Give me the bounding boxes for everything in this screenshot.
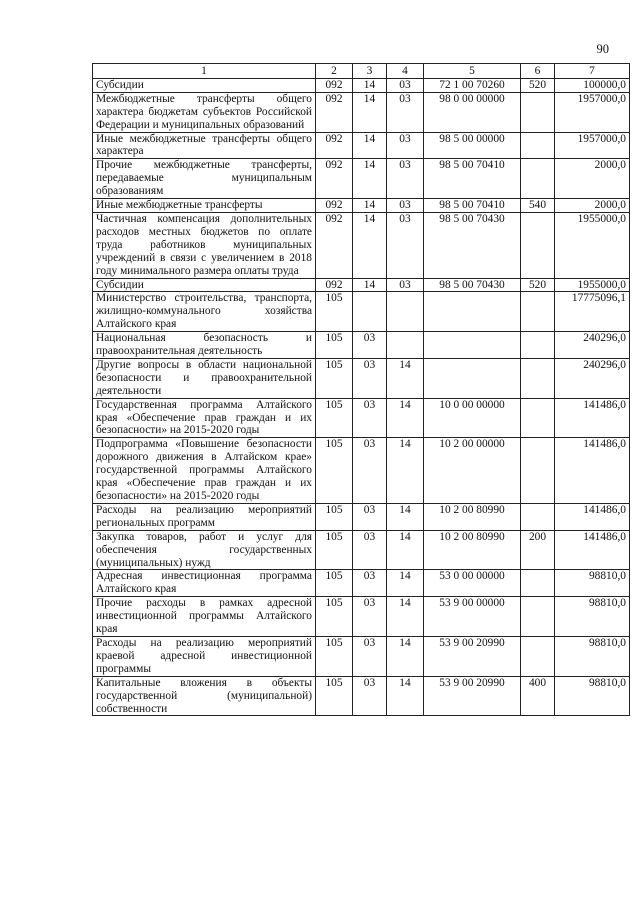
sum-cell: 141486,0 [555,398,630,438]
budget-table [92,63,630,716]
section-cell: 14 [353,212,387,278]
admin-code-cell: 105 [316,398,353,438]
sum-cell: 141486,0 [555,530,630,570]
header-row [93,64,630,79]
subsection-cell: 03 [387,92,424,132]
name-cell: Иные межбюджетные трансферты общего характера [93,132,316,159]
sum-cell: 98810,0 [555,636,630,676]
table-row [93,332,630,359]
section-cell: 14 [353,92,387,132]
subsection-cell: 14 [387,503,424,530]
section-cell: 03 [353,398,387,438]
section-cell: 03 [353,358,387,398]
expense-type-cell [521,159,555,199]
section-cell: 03 [353,570,387,597]
section-cell: 03 [353,597,387,637]
expense-type-cell [521,438,555,504]
sum-cell: 141486,0 [555,438,630,504]
target-article-cell: 72 1 00 70260 [424,78,521,92]
section-cell: 03 [353,438,387,504]
admin-code-cell: 105 [316,597,353,637]
section-cell: 03 [353,636,387,676]
subsection-cell: 14 [387,530,424,570]
name-cell: Субсидии [93,78,316,92]
section-cell: 03 [353,676,387,716]
col-subsection-header: 4 [387,64,424,79]
admin-code-cell: 092 [316,159,353,199]
admin-code-cell: 092 [316,199,353,213]
subsection-cell: 03 [387,199,424,213]
name-cell: Государственная программа Алтайского края «Обеспечение прав граждан и их безопасности» на 2015-2020 годы [93,398,316,438]
admin-code-cell: 105 [316,676,353,716]
section-cell: 03 [353,530,387,570]
subsection-cell: 14 [387,570,424,597]
sum-cell: 98810,0 [555,570,630,597]
subsection-cell: 03 [387,212,424,278]
section-cell: 14 [353,199,387,213]
name-cell: Субсидии [93,278,316,292]
sum-cell: 1955000,0 [555,212,630,278]
table-row [93,78,630,92]
expense-type-cell [521,358,555,398]
name-cell: Расходы на реализацию мероприятий региональных программ [93,503,316,530]
target-article-cell: 10 2 00 80990 [424,503,521,530]
admin-code-cell: 092 [316,78,353,92]
col-admin-header: 2 [316,64,353,79]
target-article-cell [424,332,521,359]
admin-code-cell: 105 [316,530,353,570]
subsection-cell: 03 [387,78,424,92]
expense-type-cell: 540 [521,199,555,213]
target-article-cell [424,358,521,398]
subsection-cell [387,292,424,332]
table-row [93,597,630,637]
name-cell: Прочие расходы в рамках адресной инвестиционной программы Алтайского края [93,597,316,637]
name-cell: Министерство строительства, транспорта, жилищно-коммунального хозяйства Алтайского края [93,292,316,332]
admin-code-cell: 105 [316,636,353,676]
section-cell: 03 [353,503,387,530]
target-article-cell: 10 0 00 00000 [424,398,521,438]
name-cell: Иные межбюджетные трансферты [93,199,316,213]
target-article-cell: 53 9 00 00000 [424,597,521,637]
table-row [93,278,630,292]
col-section-header: 3 [353,64,387,79]
target-article-cell: 53 0 00 00000 [424,570,521,597]
subsection-cell: 03 [387,159,424,199]
section-cell: 14 [353,132,387,159]
table-header [93,64,630,79]
target-article-cell [424,292,521,332]
name-cell: Частичная компенсация дополнительных расходов местных бюджетов по оплате труда работников муниципальных учреждений в связи с увеличением в 2018 году минимального размера оплаты труда [93,212,316,278]
expense-type-cell [521,292,555,332]
subsection-cell: 03 [387,132,424,159]
subsection-cell: 14 [387,438,424,504]
sum-cell: 141486,0 [555,503,630,530]
target-article-cell: 10 2 00 80990 [424,530,521,570]
target-article-cell: 98 5 00 70410 [424,199,521,213]
sum-cell: 2000,0 [555,199,630,213]
name-cell: Адресная инвестиционная программа Алтайского края [93,570,316,597]
expense-type-cell [521,636,555,676]
expense-type-cell [521,503,555,530]
target-article-cell: 98 5 00 70410 [424,159,521,199]
subsection-cell: 14 [387,358,424,398]
name-cell: Прочие межбюджетные трансферты, передаваемые муниципальным образованиям [93,159,316,199]
col-target-article-header: 5 [424,64,521,79]
admin-code-cell: 105 [316,358,353,398]
section-cell: 14 [353,159,387,199]
name-cell: Подпрограмма «Повышение безопасности дорожного движения в Алтайском крае» государственной программы Алтайского края «Обеспечение прав граждан и их безопасности» на 2015-2020 годы [93,438,316,504]
admin-code-cell: 105 [316,503,353,530]
subsection-cell: 14 [387,597,424,637]
expense-type-cell [521,597,555,637]
section-cell: 14 [353,78,387,92]
expense-type-cell: 200 [521,530,555,570]
admin-code-cell: 105 [316,292,353,332]
target-article-cell: 10 2 00 00000 [424,438,521,504]
table-row [93,636,630,676]
target-article-cell: 98 5 00 70430 [424,278,521,292]
name-cell: Межбюджетные трансферты общего характера бюджетам субъектов Российской Федерации и муниципальных образований [93,92,316,132]
section-cell: 14 [353,278,387,292]
sum-cell: 1957000,0 [555,92,630,132]
subsection-cell: 03 [387,278,424,292]
table-row [93,570,630,597]
subsection-cell: 14 [387,636,424,676]
expense-type-cell: 520 [521,278,555,292]
table-row [93,503,630,530]
subsection-cell: 14 [387,676,424,716]
target-article-cell: 53 9 00 20990 [424,636,521,676]
target-article-cell: 98 0 00 00000 [424,92,521,132]
name-cell: Капитальные вложения в объекты государственной (муниципальной) собственности [93,676,316,716]
subsection-cell: 14 [387,398,424,438]
admin-code-cell: 105 [316,438,353,504]
target-article-cell: 98 5 00 00000 [424,132,521,159]
section-cell [353,292,387,332]
col-expense-type-header: 6 [521,64,555,79]
sum-cell: 100000,0 [555,78,630,92]
sum-cell: 2000,0 [555,159,630,199]
name-cell: Национальная безопасность и правоохранительная деятельность [93,332,316,359]
page-number: 90 [596,42,609,56]
table-row [93,292,630,332]
expense-type-cell [521,92,555,132]
section-cell: 03 [353,332,387,359]
col-name-header: 1 [93,64,316,79]
table-row [93,159,630,199]
target-article-cell: 98 5 00 70430 [424,212,521,278]
table-row [93,398,630,438]
table-row [93,212,630,278]
table-row [93,92,630,132]
sum-cell: 17775096,1 [555,292,630,332]
subsection-cell [387,332,424,359]
table-row [93,132,630,159]
admin-code-cell: 092 [316,278,353,292]
table-row [93,199,630,213]
expense-type-cell [521,332,555,359]
expense-type-cell [521,132,555,159]
expense-type-cell [521,398,555,438]
admin-code-cell: 092 [316,92,353,132]
expense-type-cell [521,570,555,597]
table-body [93,78,630,716]
table-row [93,438,630,504]
sum-cell: 240296,0 [555,332,630,359]
admin-code-cell: 105 [316,570,353,597]
table-row [93,676,630,716]
sum-cell: 98810,0 [555,676,630,716]
admin-code-cell: 105 [316,332,353,359]
expense-type-cell: 400 [521,676,555,716]
name-cell: Расходы на реализацию мероприятий краевой адресной инвестиционной программы [93,636,316,676]
admin-code-cell: 092 [316,212,353,278]
sum-cell: 240296,0 [555,358,630,398]
table-row [93,358,630,398]
target-article-cell: 53 9 00 20990 [424,676,521,716]
table-row [93,530,630,570]
col-sum-header: 7 [555,64,630,79]
name-cell: Закупка товаров, работ и услуг для обеспечения государственных (муниципальных) нужд [93,530,316,570]
expense-type-cell [521,212,555,278]
name-cell: Другие вопросы в области национальной безопасности и правоохранительной деятельности [93,358,316,398]
sum-cell: 1955000,0 [555,278,630,292]
admin-code-cell: 092 [316,132,353,159]
expense-type-cell: 520 [521,78,555,92]
sum-cell: 1957000,0 [555,132,630,159]
sum-cell: 98810,0 [555,597,630,637]
